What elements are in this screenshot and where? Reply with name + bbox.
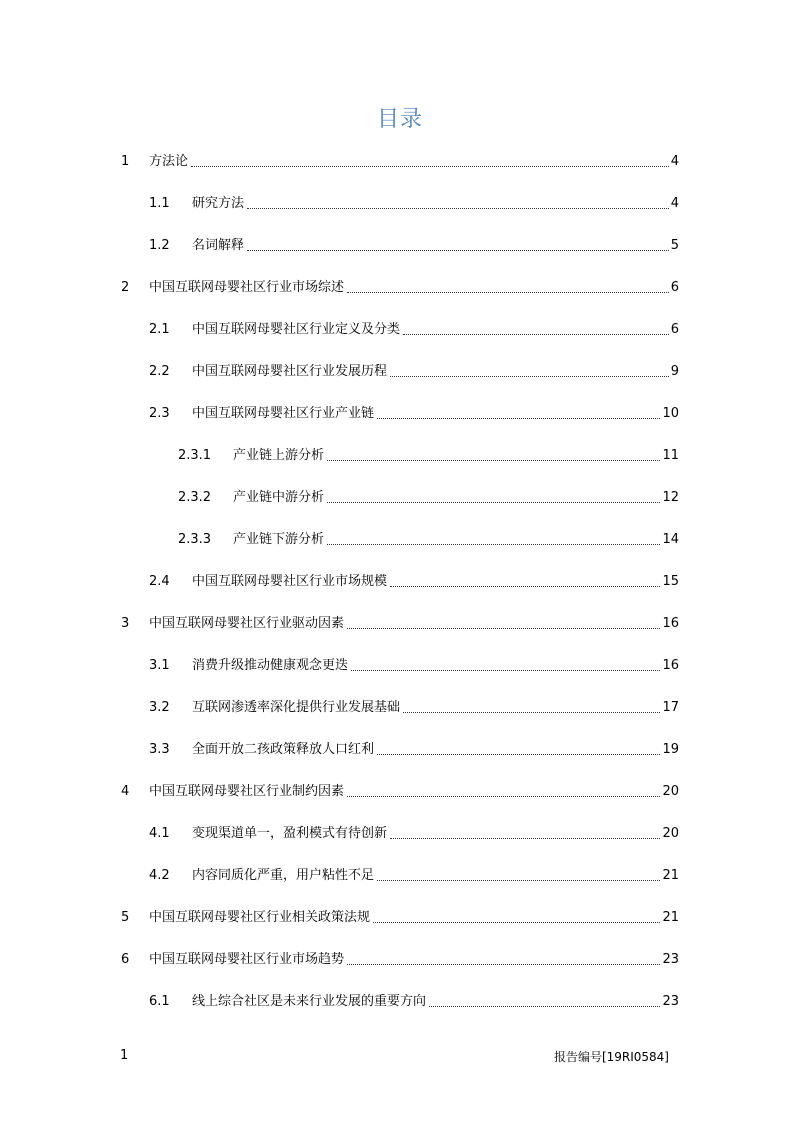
toc-entry-number: 5 xyxy=(121,910,130,925)
toc-entry-label: 全面开放二孩政策释放人口红利 xyxy=(192,742,375,757)
dot-leader xyxy=(351,669,660,671)
toc-entry-number: 1.1 xyxy=(149,196,170,211)
dot-leader xyxy=(403,333,669,335)
toc-entry[interactable] xyxy=(0,234,800,254)
toc-entry-number: 3.1 xyxy=(149,658,170,673)
toc-entry-label: 中国互联网母婴社区行业发展历程 xyxy=(192,364,388,379)
toc-entry-number: 1.2 xyxy=(149,238,170,253)
toc-entry-page: 4 xyxy=(670,154,679,169)
toc-entry-page: 16 xyxy=(662,616,679,631)
toc-entry-page: 4 xyxy=(670,196,679,211)
toc-entry[interactable] xyxy=(0,990,800,1010)
toc-entry-number: 2.4 xyxy=(149,574,170,589)
toc-entry-label: 中国互联网母婴社区行业定义及分类 xyxy=(192,322,401,337)
toc-entry-page: 17 xyxy=(662,700,679,715)
toc-entry-page: 6 xyxy=(670,322,679,337)
dot-leader xyxy=(390,375,669,377)
toc-entry[interactable] xyxy=(0,948,800,968)
dot-leader xyxy=(327,501,660,503)
toc-entry-label: 中国互联网母婴社区行业市场趋势 xyxy=(149,952,345,967)
toc-entry-label: 变现渠道单一，盈利模式有待创新 xyxy=(192,826,388,841)
toc-entry[interactable] xyxy=(0,822,800,842)
toc-entry-label: 中国互联网母婴社区行业产业链 xyxy=(192,406,375,421)
toc-entry[interactable] xyxy=(0,780,800,800)
toc-entry[interactable] xyxy=(0,906,800,926)
toc-entry-page: 12 xyxy=(662,490,679,505)
toc-entry-page: 14 xyxy=(662,532,679,547)
dot-leader xyxy=(327,459,660,461)
toc-entry[interactable] xyxy=(0,402,800,422)
toc-entry-page: 21 xyxy=(662,868,679,883)
toc-entry[interactable] xyxy=(0,570,800,590)
dot-leader xyxy=(377,879,660,881)
toc-entry-label: 方法论 xyxy=(149,154,189,169)
toc-entry[interactable] xyxy=(0,318,800,338)
toc-entry-page: 10 xyxy=(662,406,679,421)
toc-entry-label: 消费升级推动健康观念更迭 xyxy=(192,658,349,673)
toc-entry-label: 研究方法 xyxy=(192,196,245,211)
toc-entry[interactable] xyxy=(0,360,800,380)
toc-entry-label: 中国互联网母婴社区行业市场综述 xyxy=(149,280,345,295)
toc-entry[interactable] xyxy=(0,276,800,296)
dot-leader xyxy=(247,207,669,209)
toc-entry-page: 9 xyxy=(670,364,679,379)
toc-entry[interactable] xyxy=(0,738,800,758)
toc-entry-label: 产业链下游分析 xyxy=(233,532,325,547)
toc-entry-number: 3.3 xyxy=(149,742,170,757)
dot-leader xyxy=(377,753,660,755)
toc-entry-number: 2.3.2 xyxy=(178,490,212,505)
toc-entry[interactable] xyxy=(0,150,800,170)
toc-entry-number: 4.2 xyxy=(149,868,170,883)
dot-leader xyxy=(347,795,660,797)
toc-entry-page: 20 xyxy=(662,826,679,841)
toc-entry-number: 2.3 xyxy=(149,406,170,421)
toc-entry-label: 产业链上游分析 xyxy=(233,448,325,463)
toc-entry-number: 3 xyxy=(121,616,130,631)
toc-entry[interactable] xyxy=(0,654,800,674)
dot-leader xyxy=(429,1005,660,1007)
toc-entry-label: 中国互联网母婴社区行业制约因素 xyxy=(149,784,345,799)
toc-entry-number: 2.3.3 xyxy=(178,532,212,547)
toc-entry[interactable] xyxy=(0,528,800,548)
toc-entry-number: 2.2 xyxy=(149,364,170,379)
toc-entry-number: 2.1 xyxy=(149,322,170,337)
dot-leader xyxy=(191,165,669,167)
toc-entry-number: 4.1 xyxy=(149,826,170,841)
toc-entry[interactable] xyxy=(0,486,800,506)
toc-entry-page: 16 xyxy=(662,658,679,673)
toc-entry-label: 产业链中游分析 xyxy=(233,490,325,505)
dot-leader xyxy=(403,711,660,713)
toc-entry-page: 20 xyxy=(662,784,679,799)
toc-entry[interactable] xyxy=(0,192,800,212)
toc-entry-page: 6 xyxy=(670,280,679,295)
toc-entry-label: 中国互联网母婴社区行业相关政策法规 xyxy=(149,910,371,925)
toc-entry-number: 3.2 xyxy=(149,700,170,715)
dot-leader xyxy=(327,543,660,545)
page-number: 1 xyxy=(120,1048,129,1063)
toc-entry-label: 线上综合社区是未来行业发展的重要方向 xyxy=(192,994,427,1009)
toc-entry-page: 11 xyxy=(662,448,679,463)
toc-entry-label: 中国互联网母婴社区行业驱动因素 xyxy=(149,616,345,631)
toc-entry-page: 21 xyxy=(662,910,679,925)
toc-entry-label: 互联网渗透率深化提供行业发展基础 xyxy=(192,700,401,715)
toc-entry-label: 名词解释 xyxy=(192,238,245,253)
toc-entry[interactable] xyxy=(0,864,800,884)
dot-leader xyxy=(390,585,660,587)
toc-entry-number: 2 xyxy=(121,280,130,295)
toc-entry-page: 15 xyxy=(662,574,679,589)
toc-entry-number: 2.3.1 xyxy=(178,448,212,463)
dot-leader xyxy=(390,837,660,839)
toc-entry-number: 4 xyxy=(121,784,130,799)
dot-leader xyxy=(347,627,660,629)
toc-entry-page: 23 xyxy=(662,994,679,1009)
toc-entry-number: 6 xyxy=(121,952,130,967)
dot-leader xyxy=(347,291,669,293)
dot-leader xyxy=(373,921,660,923)
toc-entry-label: 内容同质化严重，用户粘性不足 xyxy=(192,868,375,883)
dot-leader xyxy=(347,963,660,965)
report-id: 报告编号[19RI0584] xyxy=(553,1050,669,1064)
toc-title: 目录 xyxy=(376,107,423,132)
toc-entry[interactable] xyxy=(0,444,800,464)
toc-entry[interactable] xyxy=(0,612,800,632)
toc-entry-page: 5 xyxy=(670,238,679,253)
toc-entry-number: 6.1 xyxy=(149,994,170,1009)
toc-entry-number: 1 xyxy=(121,154,130,169)
toc-entry-page: 23 xyxy=(662,952,679,967)
toc-entry[interactable] xyxy=(0,696,800,716)
toc-entry-label: 中国互联网母婴社区行业市场规模 xyxy=(192,574,388,589)
dot-leader xyxy=(247,249,669,251)
toc-entry-page: 19 xyxy=(662,742,679,757)
dot-leader xyxy=(377,417,660,419)
